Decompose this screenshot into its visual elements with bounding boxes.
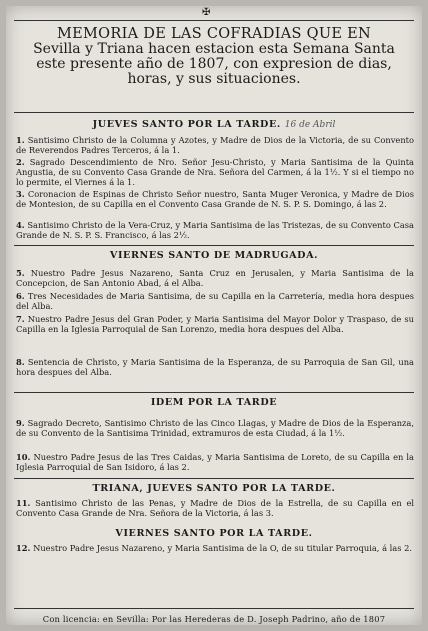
- entry-12: 12. Nuestro Padre Jesus Nazareno, y Maria Santisima de la O, de su titular Parroquia, á las 2.: [16, 543, 413, 553]
- entry-2: 2. Sagrado Descendimiento de Nro. Señor Jesu-Christo, y Maria Santisima de la Quinta Angustia, de su Convento Casa Grande de Nra. Señora del Carmen, á la 1½. Y si el tiempo no lo permite, el Viernes á la 1.: [16, 157, 414, 188]
- document-title: [16, 27, 412, 87]
- imprint-footer: Con licencia: en Sevilla: Por las Herederas de D. Joseph Padrino, año de 1807: [42, 614, 386, 624]
- title-line-4: horas, y sus situaciones.: [127, 71, 301, 87]
- entry-7: 7. Nuestro Padre Jesus del Gran Poder, y Maria Santisima del Mayor Dolor y Traspaso, de su Capilla en la Iglesia Parroquial de San Lorenzo, media hora despues del Alba.: [16, 314, 414, 335]
- entry-5: 5. Nuestro Padre Jesus Nazareno, Santa Cruz en Jerusalen, y Maria Santisima de la Concepcion, de San Antonio Abad, á el Alba.: [16, 268, 414, 289]
- entry-1: 1. Santisimo Christo de la Columna y Azotes, y Madre de Dios de la Victoria, de su Convento de Reverendos Padres Terceros, á la 1.: [16, 135, 415, 156]
- section-rule: [14, 392, 414, 393]
- entry-8: 8. Sentencia de Christo, y Maria Santisima de la Esperanza, de su Parroquia de San Gil, una hora despues del Alba.: [16, 357, 415, 378]
- footer-rule: [14, 608, 414, 609]
- title-line-2: Sevilla y Triana hacen estacion esta Semana Santa: [33, 41, 395, 57]
- title-rule: [14, 112, 414, 113]
- section-heading-viernes-madrugada: VIERNES SANTO DE MADRUGADA.: [109, 250, 319, 261]
- handwritten-note: 16 de Abril: [284, 120, 336, 130]
- section-heading-viernes-tarde: VIERNES SANTO POR LA TARDE.: [115, 528, 313, 539]
- section-rule: [14, 245, 414, 246]
- broadsheet-page: [6, 6, 422, 625]
- entry-6: 6. Tres Necesidades de Maria Santisima, de su Capilla en la Carretería, media hora despues del Alba.: [16, 291, 414, 312]
- cross-ornament: ✠: [202, 7, 211, 18]
- entry-3: 3. Coronacion de Espinas de Christo Señor nuestro, Santa Muger Veronica, y Madre de Dios de Montesion, de su Capilla en el Convento Casa Grande de N. S. P. S. Domingo, á las 2.: [16, 189, 414, 210]
- title-line-3: este presente año de 1807, con expresion de dias,: [36, 56, 392, 72]
- section-heading-jueves: JUEVES SANTO POR LA TARDE. 16 de Abril: [92, 119, 336, 130]
- entry-11: 11. Santisimo Christo de las Penas, y Madre de Dios de la Estrella, de su Capilla en el Convento Casa Grande de Nra. Señora de la Victoria, á las 3.: [16, 498, 415, 519]
- entry-9: 9. Sagrado Decreto, Santisimo Christo de las Cinco Llagas, y Madre de Dios de la Esperanza, de su Convento de la Santisima Trinidad, extramuros de esta Ciudad, á la 1½.: [16, 418, 415, 439]
- entry-10: 10. Nuestro Padre Jesus de las Tres Caidas, y Maria Santisima de Loreto, de su Capilla en la Iglesia Parroquial de San Isidoro, á las 2.: [16, 452, 414, 473]
- top-rule: [14, 20, 414, 21]
- title-line-1: MEMORIA DE LAS COFRADIAS QUE EN: [56, 26, 372, 42]
- entry-4: 4. Santisimo Christo de la Vera-Cruz, y Maria Santisima de las Tristezas, de su Convento Casa Grande de N. S. P. S. Francisco, á las 2½.: [16, 220, 414, 241]
- section-rule: [14, 478, 414, 479]
- section-heading-triana: TRIANA, JUEVES SANTO POR LA TARDE.: [92, 483, 336, 494]
- section-heading-idem-tarde: IDEM POR LA TARDE: [150, 397, 278, 408]
